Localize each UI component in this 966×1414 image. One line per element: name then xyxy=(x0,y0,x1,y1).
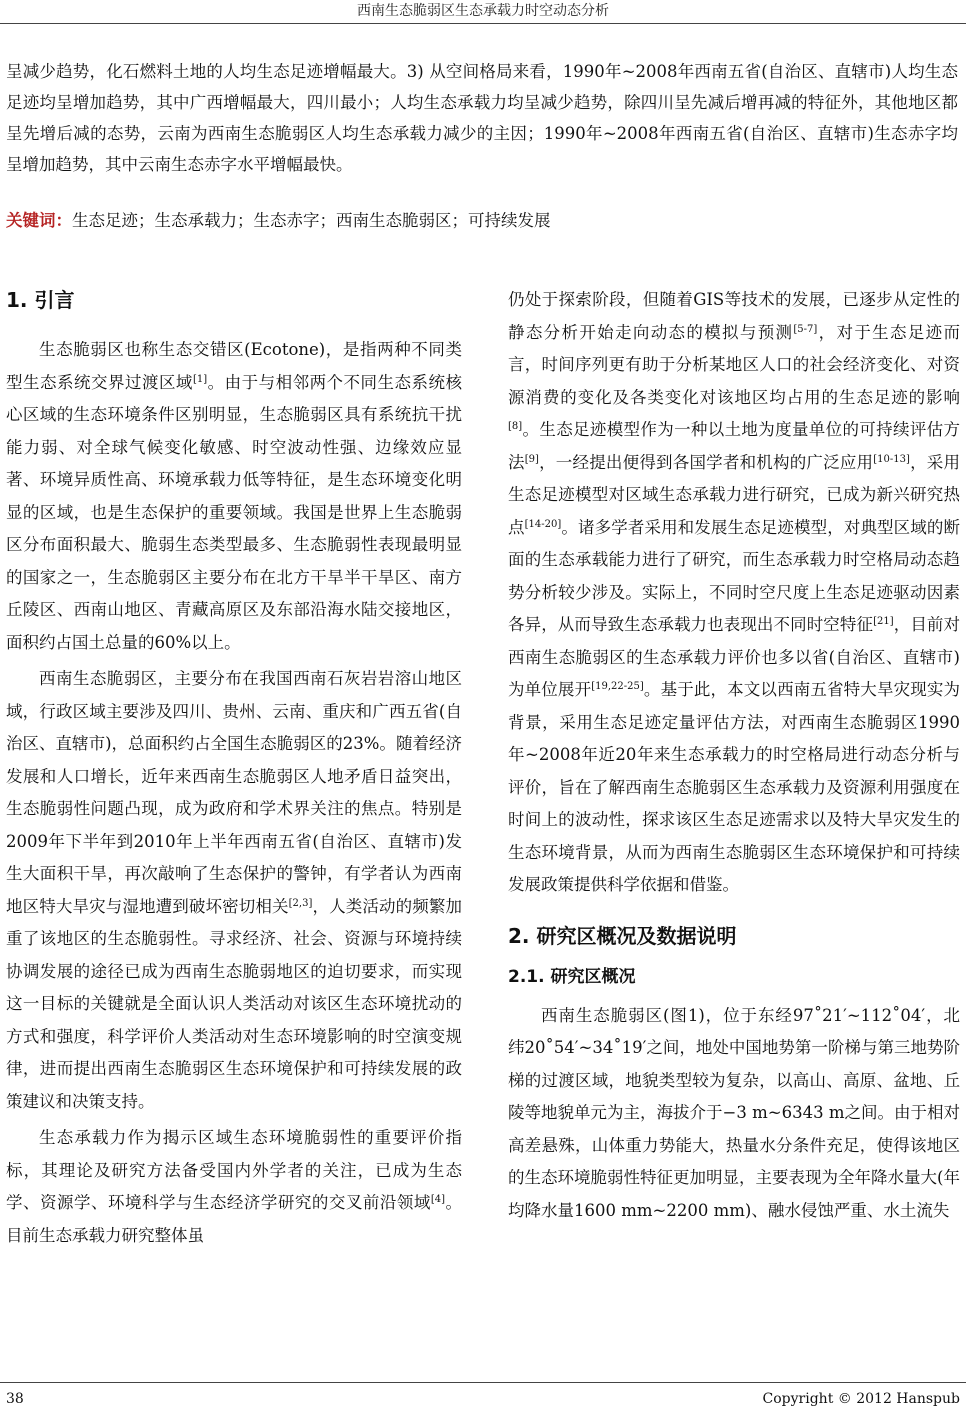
citation: [21] xyxy=(873,616,894,627)
text-run: 生态脆弱区也称生态交错区(Ecotone)，是指两种不同类型生态系统交界过渡区域 xyxy=(6,340,462,392)
citation: [5-7] xyxy=(793,323,818,335)
section-2-1-title: 2.1. 研究区概况 xyxy=(508,966,636,987)
section-1-title: 1. 引言 xyxy=(6,288,75,312)
copyright: Copyright © 2012 Hanspub xyxy=(762,1391,960,1407)
page-footer xyxy=(0,1382,966,1414)
paragraph: 西南生态脆弱区(图1)，位于东经97˚21′~112˚04′，北纬20˚54′~34˚19′之间，地处中国地势第一阶梯与第三地势阶梯的过渡区域，地貌类型较为复杂，以高山、高原、盆地、丘陵等地貌单元为主，海拔介于−3 m~6343 m之间。由于相对高差悬殊，山体重力势能大，热量水分条件充足，使得该地区的生态环境脆弱性特征更加明显，主要表现为全年降水量大(年均降水量1600 mm~2200 mm)、融水侵蚀严重、水土流失 xyxy=(508,1005,960,1220)
keywords-label: 关键词： xyxy=(6,211,72,230)
running-title: 西南生态脆弱区生态承载力时空动态分析 xyxy=(0,0,966,24)
text-run: ，目前对西南生态脆弱区的生态承载力评价也多以省(自治区、直辖市)为单位展开 xyxy=(508,615,961,699)
text-run: ，一经提出便得到各国学者和机构的广泛应用 xyxy=(538,452,874,472)
citation: [9] xyxy=(524,453,539,465)
text-run: 。由于与相邻两个不同生态系统核心区域的生态环境条件区别明显，生态脆弱区具有系统抗干扰能力弱、对全球气候变化敏感、时空波动性强、边缘效应显著、环境异质性高、环境承载力低等特征，是生态环境变化明显的区域，也是生态保护的重要领域。我国是世界上生态脆弱区分布面积最大、脆弱生态类型最多、生态脆弱性表现最明显的国家之一，生态脆弱区主要分布在北方干旱半干旱区、南方丘陵区、西南山地区、青藏高原区及东部沿海水陆交接地区，面积约占国土总量的60%以上。 xyxy=(6,372,463,652)
abstract-continuation xyxy=(6,56,958,180)
text-run: 。诸多学者采用和发展生态足迹模型，对典型区域的断面的生态承载能力进行了研究，而生态承载力时空格局动态趋势分析较少涉及。实际上，不同时空尺度上生态足迹驱动因素各异，从而导致生态承载力也表现出不同时空特征 xyxy=(508,517,961,634)
text-run: 。基于此，本文以西南五省特大旱灾现实为背景，采用生态足迹定量评估方法，对西南生态脆弱区1990年~2008年近20年来生态承载力的时空格局进行动态分析与评价，旨在了解西南生态脆弱区生态承载力及资源利用强度在时间上的波动性，探求该区生态足迹需求以及特大旱灾发生的生态环境背景，从而为西南生态脆弱区生态环境保护和可持续发展政策提供科学依据和借鉴。 xyxy=(508,680,961,894)
abstract-text: 呈减少趋势，化石燃料土地的人均生态足迹增幅最大。3) 从空间格局来看，1990年~2008年西南五省(自治区、直辖市)人均生态足迹均呈增加趋势，其中广西增幅最大，四川最小；人均生态承载力均呈减少趋势，除四川呈先减后增再减的特征外，其他地区都呈先增后减的态势，云南为西南生态脆弱区人均生态承载力减少的主因；1990年~2008年西南五省(自治区、直辖市)生态赤字均呈增加趋势，其中云南生态赤字水平增幅最快。 xyxy=(6,62,958,174)
citation: [4] xyxy=(430,1194,446,1205)
citation: [10-13] xyxy=(873,453,910,465)
text-run: 西南生态脆弱区，主要分布在我国西南石灰岩岩溶山地区域，行政区域主要涉及四川、贵州、云南、重庆和广西五省(自治区、直辖市)，总面积约占全国生态脆弱区的23%。随着经济发展和人口增长，近年来西南生态脆弱区人地矛盾日益突出，生态脆弱性问题凸现，成为政府和学术界关注的焦点。特别是2009年下半年到2010年上半年西南五省(自治区、直辖市)发生大面积干旱，再次敲响了生态保护的警钟，有学者认为西南地区特大旱灾与湿地遭到破坏密切相关 xyxy=(6,669,462,916)
citation: [2,3] xyxy=(288,897,313,909)
paragraph xyxy=(508,284,960,902)
text-run: 生态承载力作为揭示区域生态环境脆弱性的重要评价指标，其理论及研究方法备受国内外学者的关注，已成为生态学、资源学、环境科学与生态经济学研究的交叉前沿领域 xyxy=(6,1128,462,1212)
keywords-text: 生态足迹；生态承载力；生态赤字；西南生态脆弱区；可持续发展 xyxy=(72,211,551,230)
text-run: ，人类活动的频繁加重了该地区的生态脆弱性。寻求经济、社会、资源与环境持续协调发展的途径已成为西南生态脆弱地区的迫切要求，而实现这一目标的关键就是全面认识人类活动对该区生态环境扰动的方式和强度，科学评价人类活动对生态环境影响的时空演变规律，进而提出西南生态脆弱区生态环境保护和可持续发展的政策建议和决策支持。 xyxy=(6,896,463,1111)
right-column xyxy=(508,284,960,1231)
citation: [8] xyxy=(508,421,523,432)
text-run: 仍处于探索阶段，但随着GIS等技术的发展，已逐步从定性的静态分析开始走向动态的模拟与预测 xyxy=(508,290,960,342)
text-run: 。生态足迹模型作为一种以土地为度量单位的可持续评估方法 xyxy=(508,420,960,472)
citation: [19,22-25] xyxy=(591,681,644,692)
section-2-title: 2. 研究区概况及数据说明 xyxy=(508,923,737,948)
text-run: 。目前生态承载力研究整体虽 xyxy=(6,1193,463,1245)
text-run: ，采用生态足迹模型对区域生态承载力进行研究，已成为新兴研究热点 xyxy=(508,452,961,537)
paragraph xyxy=(6,1122,462,1252)
text-run: ，对于生态足迹而言，时间序列更有助于分析某地区人口的社会经济变化、对资源消费的变化及各类变化对该地区均占用的生态足迹的影响 xyxy=(508,322,961,407)
paragraph xyxy=(6,334,462,659)
paragraph xyxy=(6,663,462,1118)
page-number: 38 xyxy=(6,1391,24,1407)
citation: [14-20] xyxy=(524,518,562,530)
citation: [1] xyxy=(192,373,208,385)
left-column xyxy=(6,282,462,1256)
keywords xyxy=(6,206,958,236)
